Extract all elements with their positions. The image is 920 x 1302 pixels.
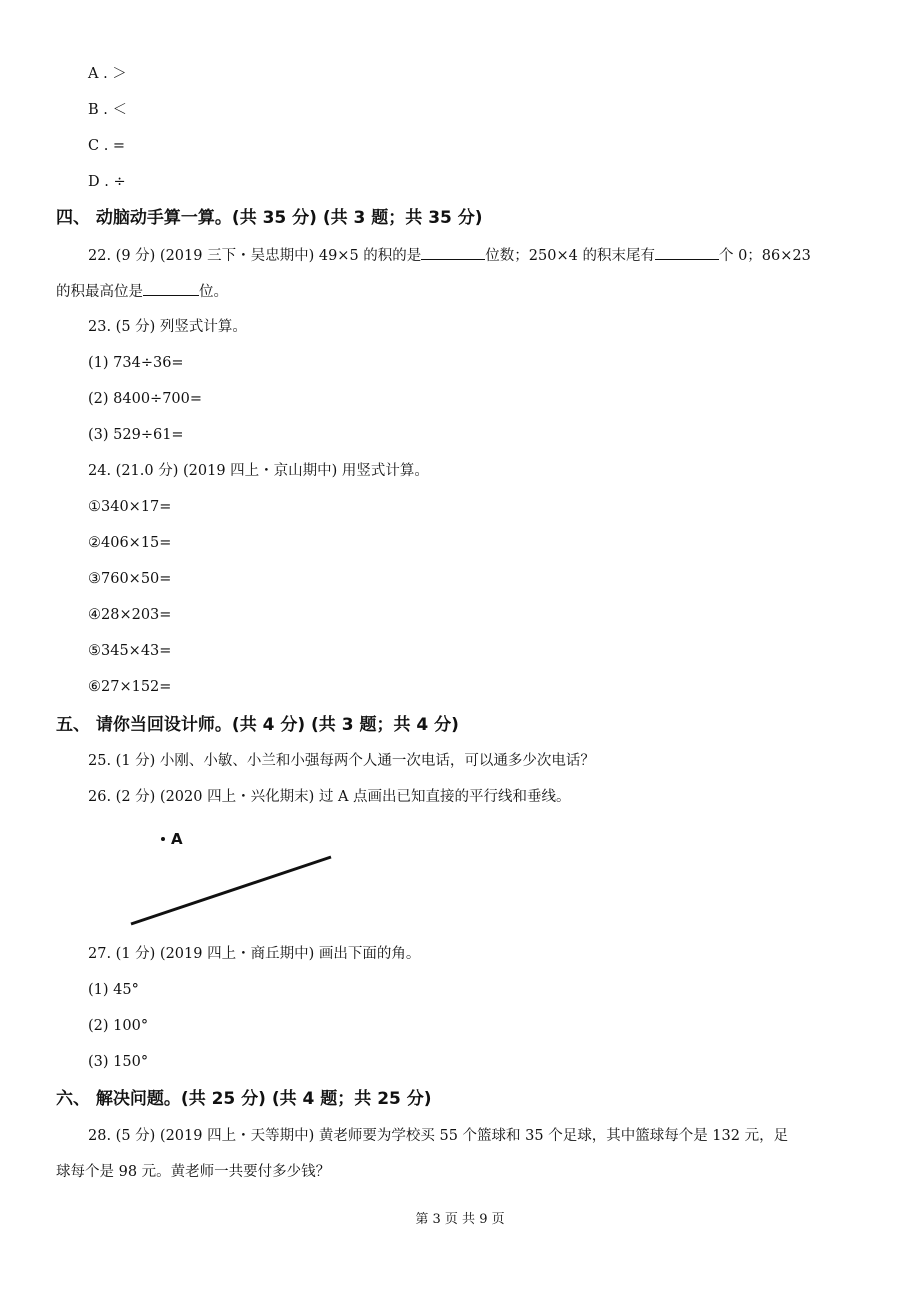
question-27: 27. (1 分) (2019 四上・商丘期中) 画出下面的角。 — [88, 946, 421, 962]
section-4-heading: 四、 动脑动手算一算。(共 35 分) (共 3 题；共 35 分) — [56, 208, 483, 228]
q22-lead: 22. (9 分) (2019 三下・吴忠期中) 49×5 的积的是 — [88, 248, 422, 264]
question-24: 24. (21.0 分) (2019 四上・京山期中) 用竖式计算。 — [88, 463, 429, 479]
section-6-heading: 六、 解决问题。(共 25 分) (共 4 题；共 25 分) — [56, 1089, 432, 1109]
parallel-line-figure — [120, 822, 340, 932]
q22-mid1: 位数；250×4 的积末尾有 — [485, 248, 655, 264]
q22-line2-pre: 的积最高位是 — [56, 284, 143, 300]
q24-item-4: ④28×203= — [88, 607, 172, 623]
q27-item-2: (2) 100° — [88, 1018, 149, 1034]
question-23: 23. (5 分) 列竖式计算。 — [88, 319, 247, 335]
given-line — [131, 857, 331, 924]
q27-item-1: (1) 45° — [88, 982, 139, 998]
q24-item-3: ③760×50= — [88, 571, 172, 587]
point-a-dot — [161, 837, 165, 841]
q24-item-6: ⑥27×152= — [88, 679, 172, 695]
question-22-line-1 — [88, 245, 811, 266]
question-28-line-1: 28. (5 分) (2019 四上・天等期中) 黄老师要为学校买 55 个篮球和 35 个足球，其中篮球每个是 132 元，足 — [88, 1128, 789, 1144]
question-22-line-2 — [56, 281, 228, 302]
answer-blank[interactable] — [143, 281, 199, 296]
choice-b: B . ＜ — [88, 102, 127, 118]
q23-item-2: (2) 8400÷700= — [88, 391, 203, 407]
answer-blank[interactable] — [655, 245, 719, 260]
q27-item-3: (3) 150° — [88, 1054, 149, 1070]
q23-item-1: (1) 734÷36= — [88, 355, 184, 371]
question-25: 25. (1 分) 小刚、小敏、小兰和小强每两个人通一次电话，可以通多少次电话？ — [88, 753, 595, 769]
choice-d: D . ÷ — [88, 174, 126, 190]
point-a-label: A — [171, 830, 183, 848]
choice-a: A . ＞ — [88, 66, 127, 82]
q24-item-5: ⑤345×43= — [88, 643, 172, 659]
q22-line2-post: 位。 — [199, 284, 228, 300]
answer-blank[interactable] — [421, 245, 485, 260]
q22-mid2: 个 0；86×23 — [718, 248, 811, 264]
q24-item-1: ①340×17= — [88, 499, 172, 515]
page-footer: 第 3 页 共 9 页 — [415, 1212, 505, 1227]
choice-c: C . = — [88, 138, 126, 154]
section-5-heading: 五、 请你当回设计师。(共 4 分) (共 3 题；共 4 分) — [56, 715, 459, 735]
q23-item-3: (3) 529÷61= — [88, 427, 184, 443]
q24-item-2: ②406×15= — [88, 535, 172, 551]
question-28-line-2: 球每个是 98 元。黄老师一共要付多少钱？ — [56, 1164, 331, 1180]
question-26: 26. (2 分) (2020 四上・兴化期末) 过 A 点画出已知直接的平行线和垂线。 — [88, 789, 571, 805]
